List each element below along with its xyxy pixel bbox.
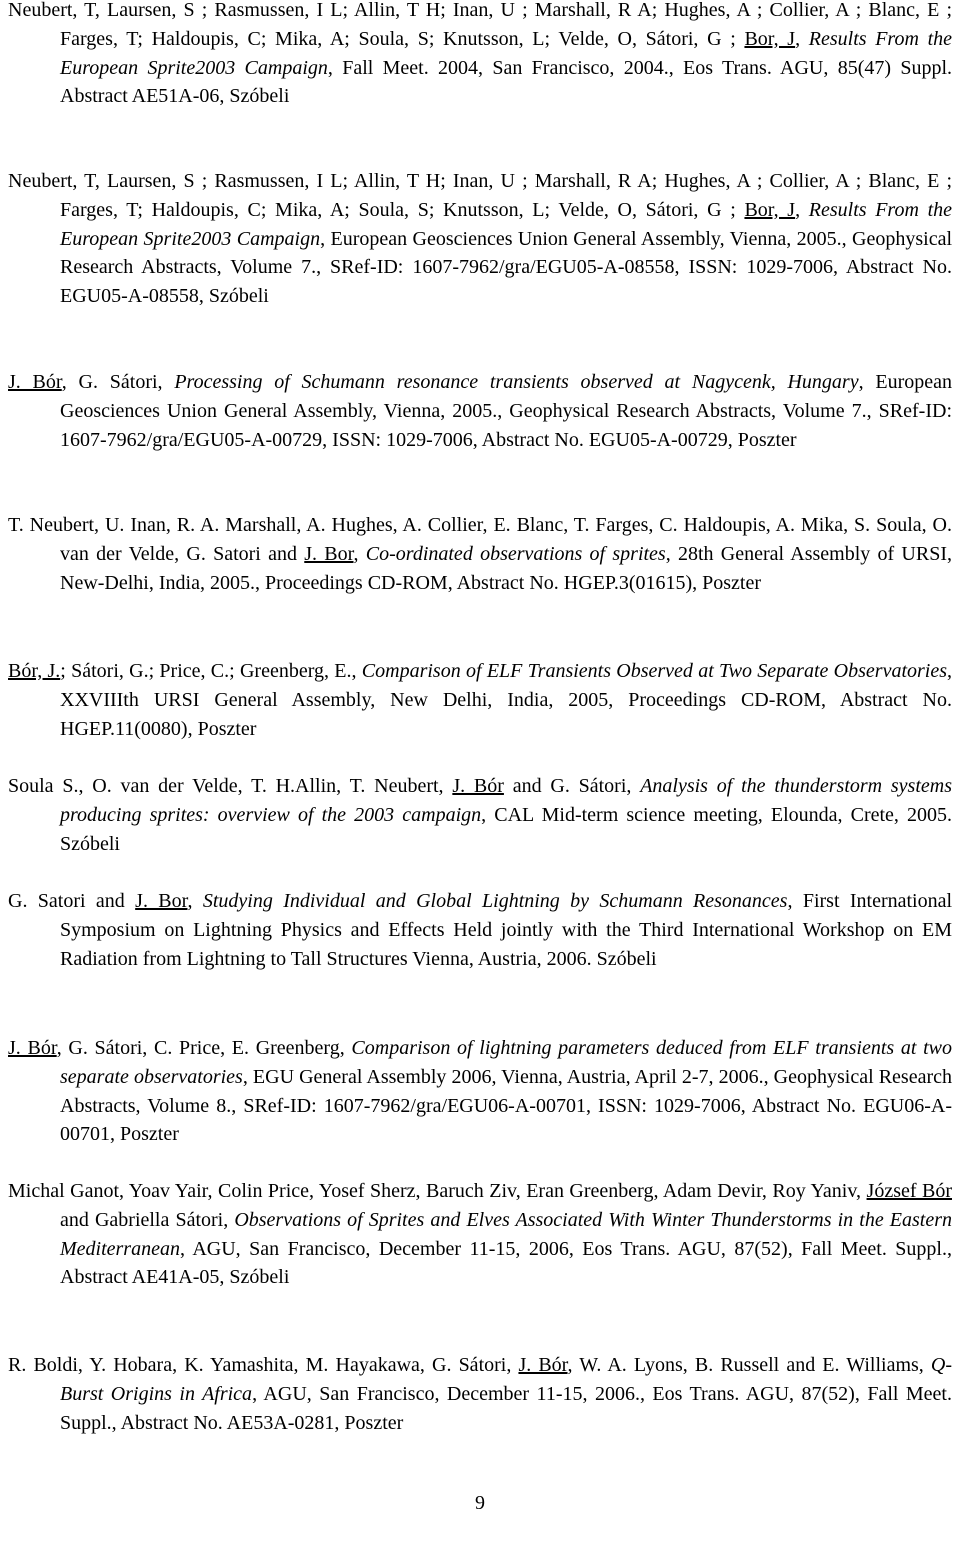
reference-title: Observations of Sprites and Elves Associated With Winter Thunderstorms in the Eastern Mediterranean (60, 1208, 952, 1260)
reference-text: Michal Ganot, Yoav Yair, Colin Price, Yosef Sherz, Baruch Ziv, Eran Greenberg, Adam Devir, Roy Yaniv, (8, 1180, 867, 1202)
reference-entry (8, 657, 952, 743)
reference-title: Studying Individual and Global Lightning by Schumann Resonances (202, 890, 788, 912)
author-name-underlined: Bór, J. (8, 660, 61, 682)
author-name-underlined: J. Bór (518, 1354, 568, 1376)
reference-text: , (795, 27, 809, 50)
reference-title: Comparison of lightning parameters deduced from ELF transients at two separate observatories (60, 1037, 953, 1088)
reference-title: Analysis of the thunderstorm systems producing sprites: overview of the 2003 campaign (60, 775, 952, 826)
author-name-underlined: József Bór (866, 1180, 952, 1202)
author-name-underlined: J. Bor (135, 890, 188, 912)
reference-entry (8, 0, 952, 111)
page-number: 9 (475, 1492, 485, 1514)
reference-entry (8, 1034, 952, 1149)
reference-text: , Fall Meet. 2004, San Francisco, 2004., Eos Trans. AGU, 85(47) Suppl. Abstract AE51A-06, Szóbeli (60, 56, 953, 108)
reference-entry (8, 167, 952, 311)
reference-text: R. Boldi, Y. Hobara, K. Yamashita, M. Hayakawa, G. Sátori, (8, 1354, 519, 1376)
reference-entry (8, 887, 952, 973)
author-name-underlined: J. Bór (8, 371, 62, 393)
reference-entry (8, 772, 952, 858)
reference-text: , 28th General Assembly of URSI, New-Delhi, India, 2005., Proceedings CD-ROM, Abstract No. HGEP.3(01615), Poszter (60, 542, 952, 594)
reference-text: , (353, 542, 366, 565)
reference-text: , AGU, San Francisco, December 11-15, 2006, Eos Trans. AGU, 87(52), Fall Meet. Suppl., Abstract AE41A-05, Szóbeli (60, 1237, 952, 1289)
reference-title: Q-Burst Origins in Africa (60, 1354, 953, 1405)
reference-text: and Gabriella Sátori, (60, 1208, 235, 1231)
reference-text: , W. A. Lyons, B. Russell and E. Williams, (567, 1354, 931, 1376)
reference-text: Neubert, T, Laursen, S ; Rasmussen, I L; Allin, T H; Inan, U ; Marshall, R A; Hughes, A ; Collier, A ; Blanc, E ; Farges, T; Haldoupis, C; Mika, A; Soula, S; Knutsson, L; Velde, O, Sátori, G ; (8, 170, 952, 221)
reference-text: , European Geosciences Union General Assembly, Vienna, 2005., Geophysical Research Abstracts, Volume 7., SRef-ID: 1607-7962/gra/EGU05-A-08558, ISSN: 1029-7006, Abstract No. EGU05-A-08558, Szóbeli (60, 227, 952, 308)
reference-text: , (187, 890, 203, 912)
author-name-underlined: Bor, J (744, 198, 796, 221)
reference-title: Results From the European Sprite2003 Campaign (60, 27, 953, 79)
reference-text: , First International Symposium on Lightning Physics and Effects Held jointly with the Third International Workshop on EM Radiation from Lightning to Tall Structures Vienna, Austria, 2006. Szóbeli (60, 890, 953, 970)
reference-text: , (795, 198, 809, 221)
reference-entry (8, 368, 952, 454)
reference-text: , G. Sátori, C. Price, E. Greenberg, (56, 1037, 352, 1059)
author-name-underlined: J. Bór (8, 1037, 57, 1059)
reference-title: Co-ordinated observations of sprites (365, 542, 666, 565)
reference-text: , European Geosciences Union General Assembly, Vienna, 2005., Geophysical Research Abstracts, Volume 7., SRef-ID: 1607-7962/gra/EGU05-A-00729, ISSN: 1029-7006, Abstract No. EGU05-A-00729, Poszter (60, 371, 952, 451)
reference-text: Neubert, T, Laursen, S ; Rasmussen, I L; Allin, T H; Inan, U ; Marshall, R A; Hughes, A ; Collier, A ; Blanc, E ; Farges, T; Haldoupis, C; Mika, A; Soula, S; Knutsson, L; Velde, O, Sátori, G ; (8, 0, 952, 50)
author-name-underlined: J. Bor (304, 542, 354, 565)
reference-entry (8, 511, 952, 597)
reference-title: Comparison of ELF Transients Observed at Two Separate Observatories (361, 660, 947, 682)
author-name-underlined: J. Bór (452, 775, 504, 797)
reference-text: and G. Sátori, (503, 775, 641, 797)
reference-text: , XXVIIIth URSI General Assembly, New Delhi, India, 2005, Proceedings CD-ROM, Abstract No. HGEP.11(0080), Poszter (60, 660, 952, 740)
reference-text: ; Sátori, G.; Price, C.; Greenberg, E., (60, 660, 362, 682)
reference-title: Results From the European Sprite2003 Campaign (60, 198, 953, 250)
reference-text: T. Neubert, U. Inan, R. A. Marshall, A. Hughes, A. Collier, E. Blanc, T. Farges, C. Haldoupis, A. Mika, S. Soula, O. van der Velde, G. Satori and (8, 514, 952, 565)
reference-entry (8, 1177, 952, 1292)
author-name-underlined: Bor, J (744, 27, 796, 50)
reference-text: , CAL Mid-term science meeting, Elounda, Crete, 2005. Szóbeli (60, 803, 953, 855)
reference-text: , AGU, San Francisco, December 11-15, 2006., Eos Trans. AGU, 87(52), Fall Meet. Suppl., Abstract No. AE53A-0281, Poszter (60, 1382, 952, 1434)
reference-text: Soula S., O. van der Velde, T. H.Allin, T. Neubert, (8, 775, 453, 797)
reference-text: , EGU General Assembly 2006, Vienna, Austria, April 2-7, 2006., Geophysical Research Abstracts, Volume 8., SRef-ID: 1607-7962/gra/EGU06-A-00701, ISSN: 1029-7006, Abstract No. EGU06-A-00701, Poszter (60, 1065, 952, 1146)
reference-text: G. Satori and (8, 890, 136, 912)
reference-text: , G. Sátori, (61, 371, 175, 393)
reference-title: Processing of Schumann resonance transients observed at Nagycenk, Hungary (174, 371, 859, 393)
reference-entry (8, 1351, 952, 1437)
